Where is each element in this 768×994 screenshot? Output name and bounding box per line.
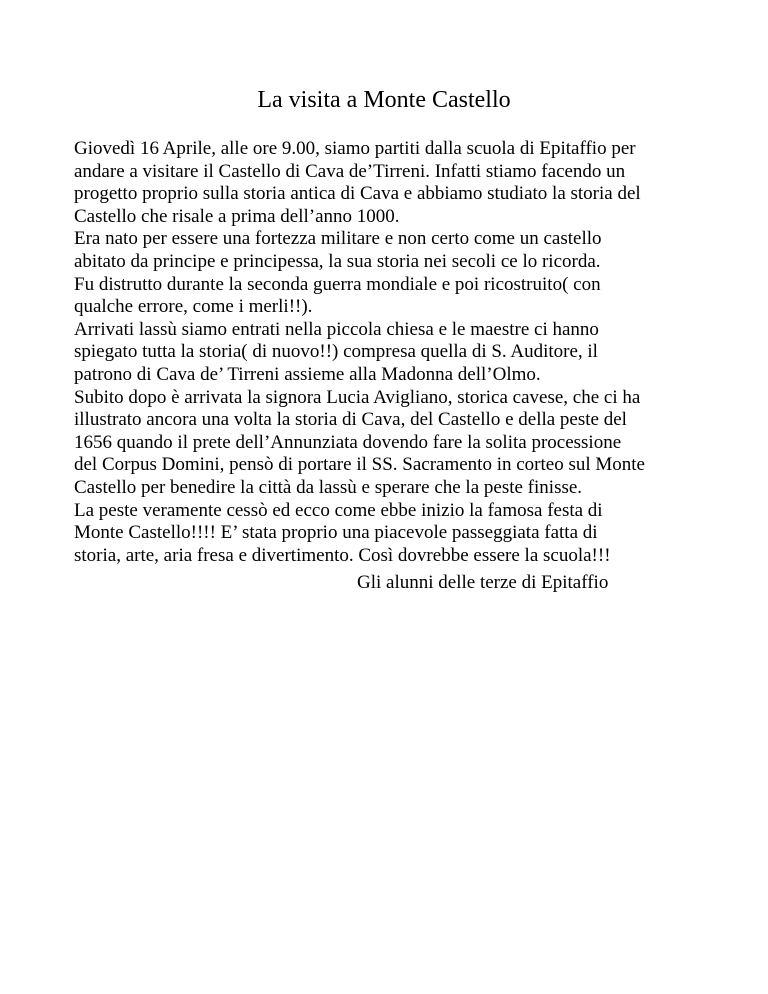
body-line: storia, arte, aria fresa e divertimento. Così dovrebbe essere la scuola!!! (74, 544, 611, 566)
signature: Gli alunni delle terze di Epitaffio (357, 572, 609, 593)
body-line: Arrivati lassù siamo entrati nella piccola chiesa e le maestre ci hanno (74, 318, 599, 340)
body-line: patrono di Cava de’ Tirreni assieme alla Madonna dell’Olmo. (74, 363, 541, 385)
body-line: progetto proprio sulla storia antica di Cava e abbiamo studiato la storia del (74, 183, 641, 205)
body-line: Subito dopo è arrivata la signora Lucia Avigliano, storica cavese, che ci ha (74, 386, 641, 408)
body-line: Castello che risale a prima dell’anno 1000. (74, 205, 400, 227)
body-line: Fu distrutto durante la seconda guerra mondiale e poi ricostruito( con (74, 273, 601, 295)
body-line: qualche errore, come i merli!!). (74, 296, 313, 318)
body-line: La peste veramente cessò ed ecco come ebbe inizio la famosa festa di (74, 499, 603, 521)
body-line: andare a visitare il Castello di Cava de’Tirreni. Infatti stiamo facendo un (74, 160, 626, 182)
body-line: del Corpus Domini, pensò di portare il SS. Sacramento in corteo sul Monte (74, 454, 645, 476)
body-line: Monte Castello!!!! E’ stata proprio una piacevole passeggiata fatta di (74, 522, 598, 544)
body-line: Era nato per essere una fortezza militare e non certo come un castello (74, 228, 602, 250)
document-title: La visita a Monte Castello (257, 87, 511, 113)
body-line: Giovedì 16 Aprile, alle ore 9.00, siamo partiti dalla scuola di Epitaffio per (74, 138, 636, 159)
body-line: Castello per benedire la città da lassù e sperare che la peste finisse. (74, 476, 583, 498)
body-line: 1656 quando il prete dell’Annunziata dovendo fare la solita processione (74, 431, 622, 453)
body-line: spiegato tutta la storia( di nuovo!!) compresa quella di S. Auditore, il (74, 341, 598, 363)
document-body (74, 138, 714, 567)
body-line: illustrato ancora una volta la storia di Cava, del Castello e della peste del (74, 409, 627, 431)
body-line: abitato da principe e principessa, la sua storia nei secoli ce lo ricorda. (74, 250, 601, 272)
